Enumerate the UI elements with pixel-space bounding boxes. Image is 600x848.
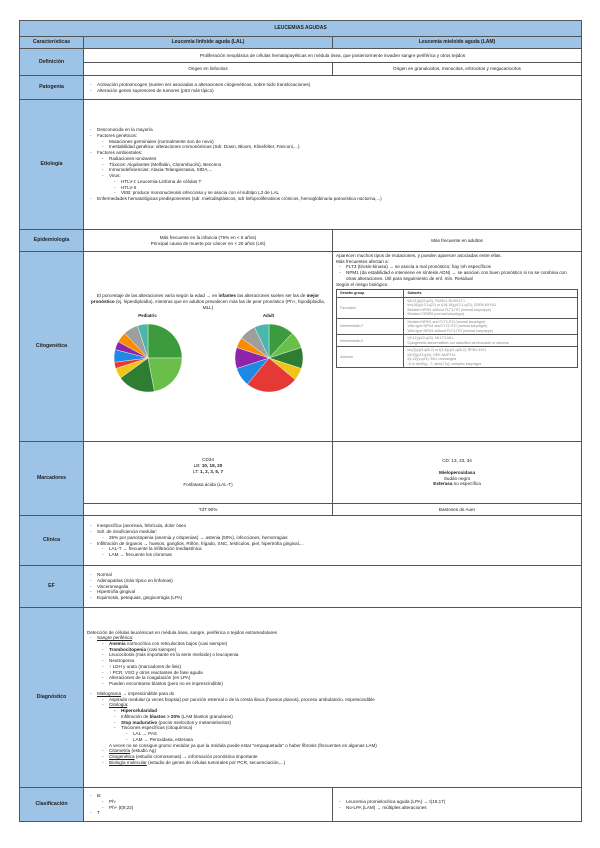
pie-pediatric — [108, 313, 188, 400]
list-item: - Inmunodeficiencias: Ataxia-Telangiectasia, SIDA,... — [109, 167, 578, 173]
risk-subset: Cytogenetic abnormalities not classified as favorable or adverse — [407, 340, 510, 345]
text-run: las alteraciones suelen ser las de — [236, 293, 307, 299]
list-item: - Alteración genes supresores de tumores (p53 más típico) — [97, 88, 578, 94]
list-item: - Hipercelularidad — [121, 708, 578, 714]
label-etiologia: Etiología — [20, 100, 84, 230]
list-item: - Mutaciones germinales (normalmente son de novo) — [109, 139, 578, 145]
risk-subset: Mutated NPM1 and FLT3-ITD (normal karyotype) — [407, 319, 486, 324]
risk-subset: t(8;21)(q22;q22); RUNX1-RUNX1T1 — [407, 298, 466, 303]
text-line — [87, 469, 329, 475]
diagnostico-content — [84, 608, 582, 788]
label-diagnostico: Diagnóstico — [20, 608, 84, 788]
text-run: El porcentaje de las alteraciones varía según la edad → en — [96, 293, 219, 299]
ef-content — [84, 566, 582, 608]
risk-subset: t(6;9)(p23;q34); DEK-NUP214 — [407, 352, 456, 357]
pie-pediatric-svg — [108, 318, 188, 398]
risk-body — [337, 297, 578, 367]
text-line: Más frecuentes afectan a: — [336, 258, 389, 264]
marcadores-lam — [333, 442, 582, 504]
label-clinica: Clínica — [20, 516, 84, 566]
pie-charts — [87, 313, 329, 400]
text-run: (casi siempre) — [146, 646, 177, 652]
epidemiologia-lal-line: Más frecuente en la infancia (75% en < 6 años) — [159, 234, 257, 240]
label-patogenia: Patogenia — [20, 76, 84, 100]
list-item — [109, 760, 578, 766]
risk-table — [336, 289, 578, 368]
list-item: - HTLV-I: Leucemia-Linfoma de células T — [121, 179, 578, 185]
risk-group: Intermediate-I* — [337, 318, 404, 334]
list-item: - Inespecífica (anorexia, febrícula, dolor óseo — [97, 523, 578, 529]
risk-row — [337, 297, 578, 318]
risk-row — [337, 318, 578, 334]
risk-header: Genetic group — [337, 290, 404, 297]
list-item — [109, 173, 578, 196]
risk-subset: -5 or del(5q); -7; abnl(17p); complex karyotype — [407, 361, 482, 366]
etiologia-content — [84, 100, 582, 230]
pie-adult — [229, 313, 309, 400]
marcadores-lal — [84, 442, 333, 504]
risk-subsets — [404, 335, 578, 347]
definicion-text: Proliferación neoplásica de células hematopoyéticas en médula ósea, que posteriormente invaden sangre periférica y otros tejidos — [84, 49, 582, 63]
marcadores-lam-auer: Bastones de Auer — [333, 504, 582, 516]
risk-header: Subsets — [404, 290, 578, 297]
risk-subset: Wild-type NPM1 without FLT3-ITD (normal karyotype) — [407, 328, 493, 333]
risk-subset: t(v;11)(v;q23); MLL rearranged — [407, 357, 457, 362]
clasificacion-lam — [333, 788, 582, 822]
text-run: no específica — [452, 481, 481, 487]
list-item: - LAL → PAS — [133, 731, 578, 737]
risk-subset: Mutated CEBPA (normal karyotype) — [407, 312, 465, 317]
list-item-text: Virus: — [109, 173, 121, 179]
list-item: - Radiaciones ionizantes — [109, 156, 578, 162]
text-line: Sudán negro — [443, 475, 471, 481]
risk-group: Favorable — [337, 297, 404, 318]
list-item: - Inestabilidad genética: alteraciones cromosómicas (Sdr. Down, Bloom, Klinefelter, Fanconi,...) — [109, 144, 578, 150]
pie-title: Pediatric — [138, 312, 157, 318]
label-citogenetica: Citogenética — [20, 252, 84, 442]
citogenetica-lal — [84, 252, 333, 442]
list-item-text: Factores ambientales: — [97, 150, 143, 156]
marcadores-lal-tdt: TdT 90% — [84, 504, 333, 516]
text-line: Aparecen muchos tipos de mutaciones, y pueden aparecer asociadas entre ellas. — [336, 253, 502, 258]
list-item: - HTLV-II — [121, 185, 578, 191]
label-ef: EF — [20, 566, 84, 608]
text-run: 1, 2, 3, 5, 7 — [200, 468, 224, 474]
list-item: - Pueden encontrarse blastos (pero no es imprescindible) — [109, 681, 578, 687]
epidemiologia-lal — [84, 230, 333, 252]
list-item: - Visceromegalia — [97, 584, 578, 590]
list-item-text: Factores genéticos: — [97, 132, 138, 138]
risk-row — [337, 347, 578, 368]
list-item-text: Sangre periférica — [97, 635, 132, 641]
list-item: - Neutropenia — [109, 658, 578, 664]
list-item: - FLT3 (tirosin-kinasa) → se asocia a mal pronóstico; hay inh específicos — [346, 264, 578, 270]
list-item: - Adenopatías (más típico en linfomas) — [97, 578, 578, 584]
text-run: (estudio Ag) — [130, 748, 156, 754]
definicion-lam: Origen en granulocitos, monocitos, eritrocitos y megacariocitos — [333, 63, 582, 76]
list-item: - LAL-T → frecuente la infiltración mediastínica — [109, 546, 578, 552]
list-item — [97, 793, 329, 810]
citogenetica-lam — [333, 252, 582, 442]
text-run: (estudio cromosomas) → información pronóstica importante — [134, 753, 258, 759]
text-line: Detección de células leucémicas en médula ósea, sangre, periférica o tejidos extramedulares — [87, 629, 277, 635]
risk-group: Intermediate-II — [337, 335, 404, 347]
list-item: - VEB: produce mononucleosis infecciosa y se asocia con el subtipo L3 de LAL — [121, 190, 578, 196]
header-lam: Leucemia mieloide aguda (LAM) — [333, 37, 582, 49]
risk-subset: t(9;11)(p22;q23); MLLT3-MLL — [407, 336, 455, 341]
list-item: - Enfermedades hematológicas predisponentes (sdr. mielodisplásicos, sdr linfoproliferativos crónicos, hemoglobinuria paroxística nocturna,...) — [97, 196, 578, 202]
text-line: Según el riesgo biológico — [336, 281, 388, 287]
text-run: 10, 19, 20 — [201, 462, 223, 468]
list-item: - LAM → frecuente los cloromas — [109, 552, 578, 558]
text-run: Citometría — [109, 748, 131, 754]
text-run: Esterasa — [433, 481, 453, 487]
label-definicion: Definición — [20, 49, 84, 76]
list-item: - Leucocitosis (más importante en la serie mieloide) o leucopenia — [109, 652, 578, 658]
list-item: - Normal — [97, 572, 578, 578]
list-item: - Leucemia promielocítica aguda (LPA) → t(15;17) — [346, 799, 578, 805]
list-item: - Tóxicos: Alquilantes (Melfalán, Clorambucilo), Benceno — [109, 162, 578, 168]
text-run: (ej. hiperdiploidía), mientras que en adultos prevalecen más las de peor pronóstico (Ph+, hipodiploidía, MLL) — [114, 299, 326, 310]
text-run: (estudio de genes de células tumorales por PCR, secuenciación,...) — [146, 759, 286, 765]
text-run: normocítica con reticulocitos bajos (casi siempre) — [125, 641, 228, 647]
label-clasificacion: Clasificación — [20, 788, 84, 822]
list-item: - Aspirado medular (a veces biopsia) por punción esternal o de la cresta iliaca (huesos planos), proceso ambulatorio. Imprescindible — [109, 697, 578, 703]
text-run: Citogenética — [109, 753, 135, 759]
list-item: - ↑ LDH y urato (marcadores de lisis) — [109, 664, 578, 670]
header-lal: Leucemia linfoide aguda (LAL) — [84, 37, 333, 49]
text-run: mejor pronóstico — [90, 293, 320, 305]
text-run: LT: — [192, 468, 201, 474]
text-run: → imprescindible para dx — [121, 690, 175, 696]
citogenetica-lal-text — [87, 293, 329, 310]
list-item: - Citología: - Hipercelularidad - Infiltración de blastos > 20% (LAM blastos granulares) - Stop madurativo (pocos mielocitos y metamielocitos) - Tinciones específicas (citoquímica) - LAL → PAS - LAM → Peroxidasa, esterasa — [109, 702, 578, 742]
list-item-text: Citología — [109, 702, 128, 708]
list-item: - Ph+ (t(9;22) — [109, 805, 329, 811]
leucemias-table — [19, 20, 582, 822]
text-line: Mieloperoxidasa — [439, 469, 476, 475]
pie-slice — [148, 324, 182, 358]
text-run: Trombocitopenia — [109, 646, 147, 652]
list-item: - Equimosis, petequias, gingivorragia (LPA) — [97, 595, 578, 601]
risk-subset: Wild-type NPM1 and FLT3-ITD (normal karyotype) — [407, 324, 488, 329]
label-marcadores: Marcadores — [20, 442, 84, 516]
pie-title: Adult — [262, 312, 275, 318]
epidemiologia-lam: Más frecuente en adultos — [333, 230, 582, 252]
list-item: - Activación protooncogen (suelen ser asociadas a alteraciones citogenéticas, sobre todo translocaciones) — [97, 82, 578, 88]
list-item — [97, 691, 578, 766]
list-item: - No-LPA (LAM) → múltiples alteraciones — [346, 805, 578, 811]
list-item-text: Sdr. de insuficiencia medular: — [97, 529, 158, 535]
text-run: Stop madurativo — [121, 719, 158, 725]
list-item — [97, 529, 578, 540]
text-run: (pocos mielocitos y metamielocitos) — [157, 719, 232, 725]
text-run: Biología molecular — [109, 759, 147, 765]
text-line: Fosfatasa ácida (LAL-T) — [183, 482, 233, 488]
text-run: Anemia — [109, 641, 126, 647]
list-item — [97, 150, 578, 196]
text-line: CD34 — [202, 457, 214, 463]
text-line: CD: 13, 33, 34 — [442, 458, 472, 464]
text-run: Mielograma — [97, 690, 121, 696]
list-item: - LAM → Peroxidasa, esterasa — [133, 737, 578, 743]
definicion-lal: Origen en linfocitos — [84, 63, 333, 76]
risk-group: Adverse — [337, 347, 404, 368]
list-item — [97, 541, 578, 558]
list-item: - Desconocida en la mayoría — [97, 127, 578, 133]
risk-row — [337, 335, 578, 347]
list-item — [97, 133, 578, 150]
list-item: - 25% por pancitopenia (anemia y citopenias) → astenia (50%), infecciones, hemorragias — [109, 535, 578, 541]
text-run: LB: — [193, 462, 202, 468]
risk-subset: inv(16)(p13.1q22) or t(16;16)(p13.1;q22); CBFB-MYH11 — [407, 303, 497, 308]
list-item: - Sangre periférica: - Anemia normocítica con reticulocitos bajos (casi siempre) - Trombocitopenia (casi siempre) - Leucocitosis (más importante en la serie mieloide) o leucopenia - Neutropenia - ↑ LDH y urato (marcadores de lisis) - ↑ PCR, VSG y otros reactantes de fase aguda - Alteraciones de la coagulación (en LPA) - Pueden encontrarse blastos (pero no es imprescindible) — [97, 635, 578, 687]
text-line — [336, 481, 578, 487]
clinica-content — [84, 516, 582, 566]
label-epidemiologia: Epidemiología — [20, 230, 84, 252]
epidemiologia-lal-line: Principal causa de muerte por cáncer en < 20 años (US) — [150, 240, 266, 246]
list-item: - Alteraciones de la coagulación (en LPA) — [109, 675, 578, 681]
risk-subsets — [404, 347, 578, 368]
list-item: - NPM1 (da estabilidad e interviene en síntesis ADN) → se asocian con buen pronóstico si no se combina con otras alteraciones. Útil para seguimiento de enf. mín. Residual — [346, 270, 578, 281]
list-item-text: Infiltración de órganos → huesos, ganglios. Riñón, hígado, SNC, testículos, piel, hipertrofia gingival,... — [97, 540, 304, 546]
list-item — [121, 725, 578, 742]
list-item: - Hipertrofia gingival — [97, 589, 578, 595]
clasificacion-lal — [84, 788, 333, 822]
table-title: LEUCEMIAS AGUDAS — [20, 21, 582, 37]
list-item: - T — [97, 810, 329, 816]
risk-subset: inv(3)(q21q26.2) or t(3;3)(q21;q26.2); RPN1-EVI1 — [407, 348, 487, 353]
text-line: A veces no se consigue grumo medular ya que la médula puede estar "empaquetada" o haber fibrosis (frecuentes en algunas LAM) — [109, 742, 377, 748]
text-run: infantes — [218, 293, 237, 299]
list-item-text: B: — [97, 793, 102, 799]
list-item: - Ph- — [109, 799, 329, 805]
header-caracteristicas: Características — [20, 37, 84, 49]
risk-subsets — [404, 318, 578, 334]
risk-subset: Mutated NPM1 without FLT3-ITD (normal karyotype) — [407, 307, 491, 312]
patogenia-content — [84, 76, 582, 100]
list-item-text: Tinciones específicas (citoquímica) — [121, 725, 193, 731]
pie-adult-svg — [229, 318, 309, 398]
text-run: Infiltración de — [121, 713, 150, 719]
text-run: (LAM blastos granulares) — [180, 713, 233, 719]
text-run: blastos > 20% — [149, 713, 181, 719]
list-item: - ↑ PCR, VSG y otros reactantes de fase aguda — [109, 670, 578, 676]
risk-subsets — [404, 297, 578, 318]
